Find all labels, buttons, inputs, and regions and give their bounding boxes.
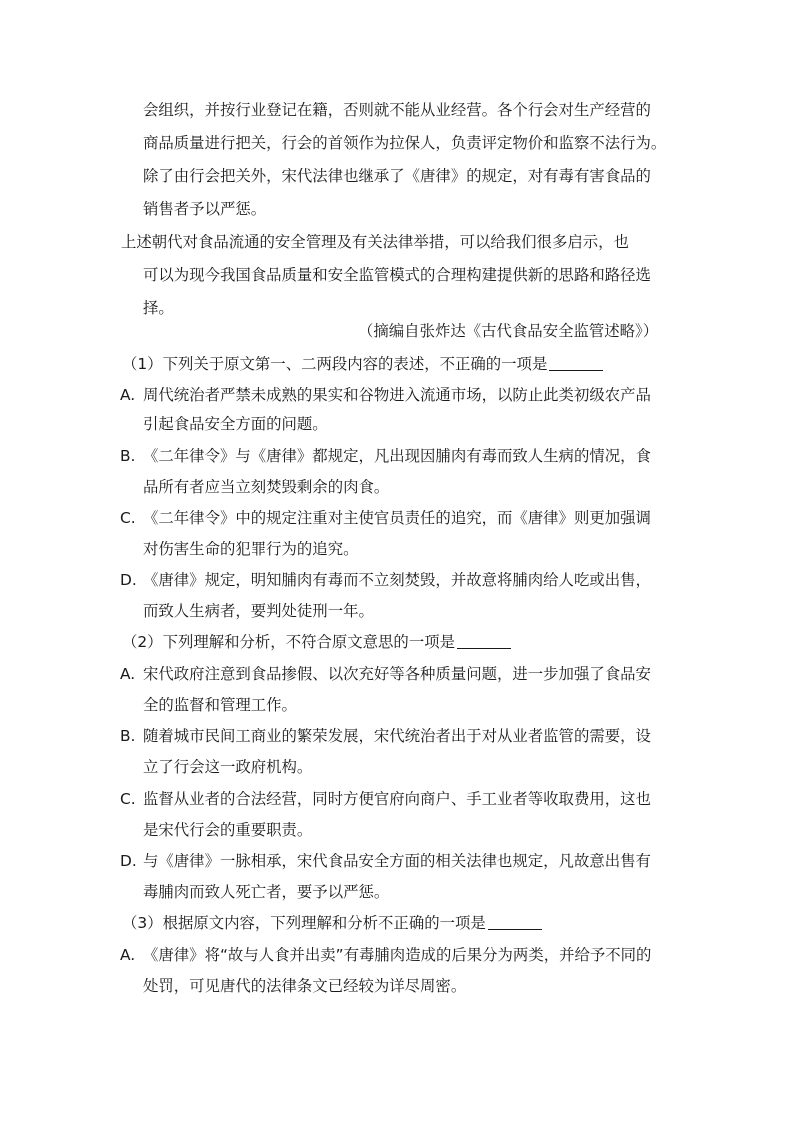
option-text: 周代统治者严禁未成熟的果实和谷物进入流通市场，以防止此类初级农产品: [143, 386, 651, 404]
answer-blank: [549, 355, 603, 371]
option-line-continuation: 品所有者应当立刻焚毁剩余的肉食。: [143, 478, 390, 496]
option-line: [120, 789, 651, 809]
option-line-continuation: 立了行会这一政府机构。: [143, 758, 313, 776]
passage-line: 除了由行会把关外，宋代法律也继承了《唐律》的规定，对有毒有害食品的: [143, 167, 651, 185]
option-text: 《唐律》规定，明知脯肉有毒而不立刻焚毁，并故意将脯肉给人吃或出售，: [143, 571, 651, 589]
option-line: [120, 851, 651, 871]
passage-line: 销售者予以严惩。: [143, 200, 267, 218]
passage-line: 商品质量进行把关，行会的首领作为拉保人，负责评定物价和监察不法行为。: [143, 134, 667, 152]
option-line: [120, 508, 651, 528]
option-label: D.: [120, 571, 137, 589]
option-line-continuation: 引起食品安全方面的问题。: [143, 415, 328, 433]
option-line-continuation: 全的监督和管理工作。: [143, 696, 297, 714]
question-stem-text: （1）下列关于原文第一、二两段内容的表述，不正确的一项是: [122, 355, 548, 373]
option-label: B.: [120, 447, 136, 465]
option-label: A.: [120, 946, 136, 964]
option-line-continuation: 毒脯肉而致人死亡者，要予以严惩。: [143, 883, 390, 901]
question-stem: [122, 632, 511, 652]
option-label: C.: [120, 509, 136, 527]
passage-line: 可以为现今我国食品质量和安全监管模式的合理构建提供新的思路和路径选: [143, 266, 651, 284]
option-text: 《二年律令》与《唐律》都规定，凡出现因脯肉有毒而致人生病的情况，食: [143, 447, 651, 465]
answer-blank: [457, 633, 511, 649]
option-line-continuation: 处罚，可见唐代的法律条文已经较为详尽周密。: [143, 977, 467, 995]
option-label: C.: [120, 790, 136, 808]
answer-blank: [488, 914, 542, 930]
option-text: 监督从业者的合法经营，同时方便官府向商户、手工业者等收取费用，这也: [143, 790, 651, 808]
passage-line: 上述朝代对食品流通的安全管理及有关法律举措，可以给我们很多启示，也: [121, 233, 629, 251]
option-text: 《二年律令》中的规定注重对主使官员责任的追究，而《唐律》则更加强调: [143, 509, 651, 527]
option-label: A.: [120, 665, 136, 683]
question-stem-text: （3）根据原文内容，下列理解和分析不正确的一项是: [122, 914, 486, 932]
option-label: B.: [120, 727, 136, 745]
option-label: D.: [120, 852, 137, 870]
option-line: [120, 664, 651, 684]
option-line-continuation: 对伤害生命的犯罪行为的追究。: [143, 540, 359, 558]
option-text: 宋代政府注意到食品掺假、以次充好等各种质量问题，进一步加强了食品安: [143, 665, 651, 683]
option-line: [120, 726, 651, 746]
option-line: [120, 446, 651, 466]
option-text: 随着城市民间工商业的繁荣发展，宋代统治者出于对从业者监管的需要，设: [143, 727, 651, 745]
option-line: [120, 570, 651, 590]
option-line: [120, 945, 651, 965]
option-line-continuation: 而致人生病者，要判处徒刑一年。: [143, 602, 374, 620]
option-text: 《唐律》将“故与人食并出卖”有毒脯肉造成的后果分为两类，并给予不同的: [143, 946, 652, 964]
question-stem-text: （2）下列理解和分析，不符合原文意思的一项是: [122, 633, 455, 651]
passage-line: 会组织，并按行业登记在籍，否则就不能从业经营。各个行会对生产经营的: [143, 101, 651, 119]
question-stem: [122, 354, 603, 374]
passage-source: （摘编自张炸达《古代食品安全监管述略》）: [358, 322, 659, 340]
option-line: [120, 385, 651, 405]
option-line-continuation: 是宋代行会的重要职责。: [143, 821, 313, 839]
question-stem: [122, 913, 542, 933]
option-label: A.: [120, 386, 136, 404]
passage-line: 择。: [143, 299, 174, 317]
option-text: 与《唐律》一脉相承，宋代食品安全方面的相关法律也规定，凡故意出售有: [143, 852, 651, 870]
